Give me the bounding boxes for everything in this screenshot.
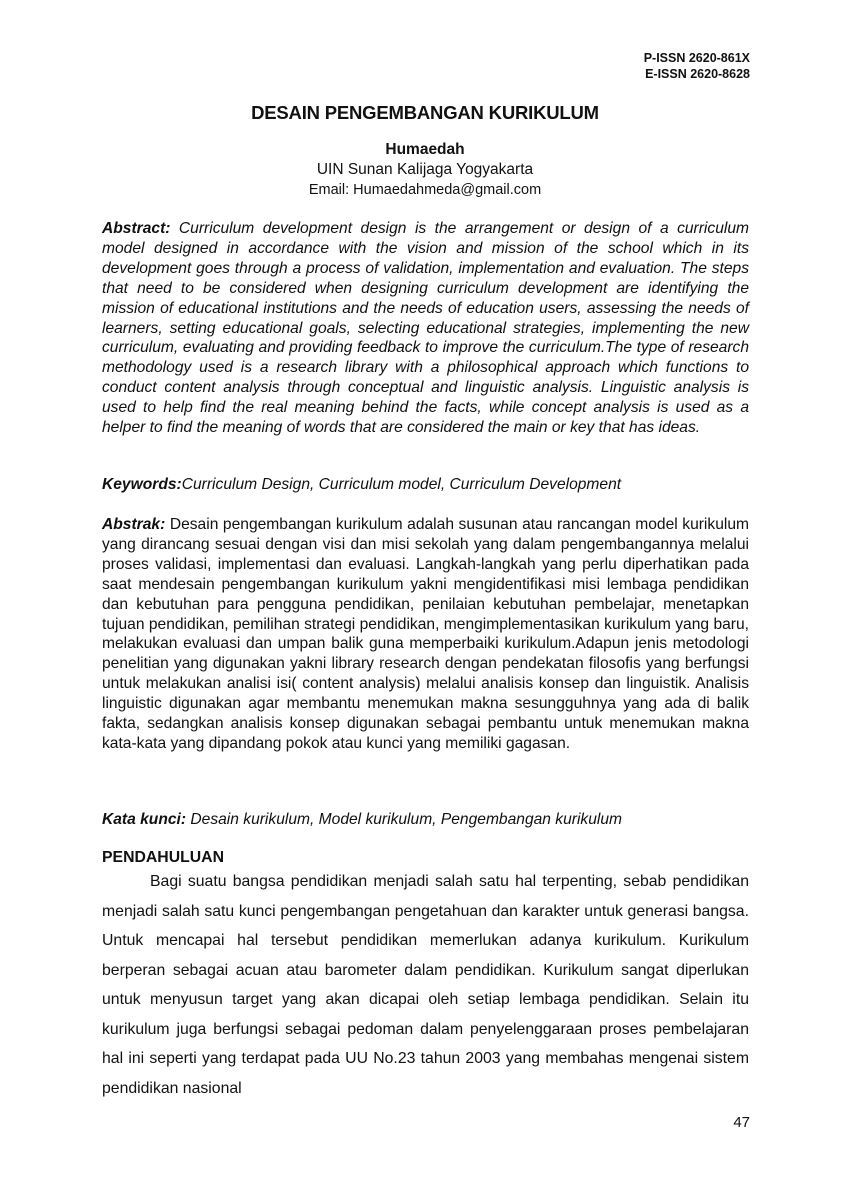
author-email: Humaedahmeda@gmail.com — [353, 182, 542, 198]
abstract-english — [102, 219, 749, 438]
author-email-line — [0, 180, 850, 200]
section-heading: PENDAHULUAN — [102, 849, 224, 866]
abstract-indonesian — [102, 515, 749, 754]
email-label: Email: — [308, 182, 354, 198]
author-block — [0, 140, 850, 200]
abstract-english-label: Abstract: — [102, 220, 171, 237]
issn-block — [644, 50, 750, 82]
keywords-indonesian-text: Desain kurikulum, Model kurikulum, Pengembangan kurikulum — [186, 811, 623, 828]
keywords-indonesian-label: Kata kunci: — [102, 811, 187, 828]
author-affiliation: UIN Sunan Kalijaga Yogyakarta — [316, 161, 534, 178]
keywords-english-text: Curriculum Design, Curriculum model, Curriculum Development — [181, 476, 622, 493]
abstract-indonesian-label: Abstrak: — [102, 516, 166, 533]
keywords-indonesian — [102, 810, 749, 830]
keywords-english — [102, 475, 749, 495]
section-paragraph: Bagi suatu bangsa pendidikan menjadi salah satu hal terpenting, sebab pendidikan menjadi salah satu kunci pengembangan pengetahuan dan karakter untuk generasi bangsa. Untuk mencapai hal tersebut pendidikan memerlukan adanya kurikulum. Kurikulum berperan sebagai acuan atau barometer dalam pendidikan. Kurikulum sangat diperlukan untuk menyusun target yang akan dicapai oleh setiap lembaga pendidikan. Selain itu kurikulum juga berfungsi sebagai pedoman dalam penyelenggaraan proses pembelajaran hal ini seperti yang terdapat pada UU No.23 tahun 2003 yang membahas mengenai sistem pendidikan nasional — [102, 873, 749, 1097]
abstract-english-text: Curriculum development design is the arrangement or design of a curriculum model designed in accordance with the vision and mission of the school which in its development goes through a process of validation, implementation and evaluation. The steps that need to be considered when designing curriculum development are identifying the mission of educational institutions and the needs of education users, assessing the needs of learners, setting educational goals, selecting educational strategies, implementing the new curriculum, evaluating and providing feedback to improve the curriculum.The type of research methodology used is a research library with a philosophical approach which functions to conduct content analysis through conceptual and linguistic analysis. Linguistic analysis is used to help find the real meaning behind the facts, while concept analysis is used as a helper to find the meaning of words that are considered the main or key that has ideas. — [102, 220, 749, 437]
page-number: 47 — [733, 1114, 750, 1131]
e-issn: E-ISSN 2620-8628 — [645, 67, 750, 81]
p-issn: P-ISSN 2620-861X — [643, 51, 750, 65]
abstract-indonesian-text: Desain pengembangan kurikulum adalah susunan atau rancangan model kurikulum yang dirancang sesuai dengan visi dan misi sekolah yang dalam pengembangannya melalui proses validasi, implementasi dan evaluasi. Langkah-langkah yang perlu diperhatikan pada saat mendesain pengembangan kurikulum yakni mengidentifikasi misi lembaga pendidikan dan kebutuhan para pengguna pendidikan, penilaian kebutuhan pembelajar, menetapkan tujuan pendidikan, pemilihan strategi pendidikan, mengimplementasikan kurikulum yang baru, melakukan evaluasi dan umpan balik guna memperbaiki kurikulum.Adapun jenis metodologi penelitian yang digunakan yakni library research dengan pendekatan filosofis yang berfungsi untuk melakukan analisi isi( content analysis) melalui analisis konsep dan linguistik. Analisis linguistic digunakan agar membantu menemukan makna sesungguhnya yang ada di balik fakta, sedangkan analisis konsep digunakan sebagai pembantu untuk menemukan makna kata-kata yang dipandang pokok atau kunci yang memiliki gagasan. — [102, 516, 749, 752]
author-name: Humaedah — [385, 141, 465, 158]
keywords-english-label: Keywords: — [102, 476, 182, 493]
paper-title: DESAIN PENGEMBANGAN KURIKULUM — [251, 102, 599, 123]
